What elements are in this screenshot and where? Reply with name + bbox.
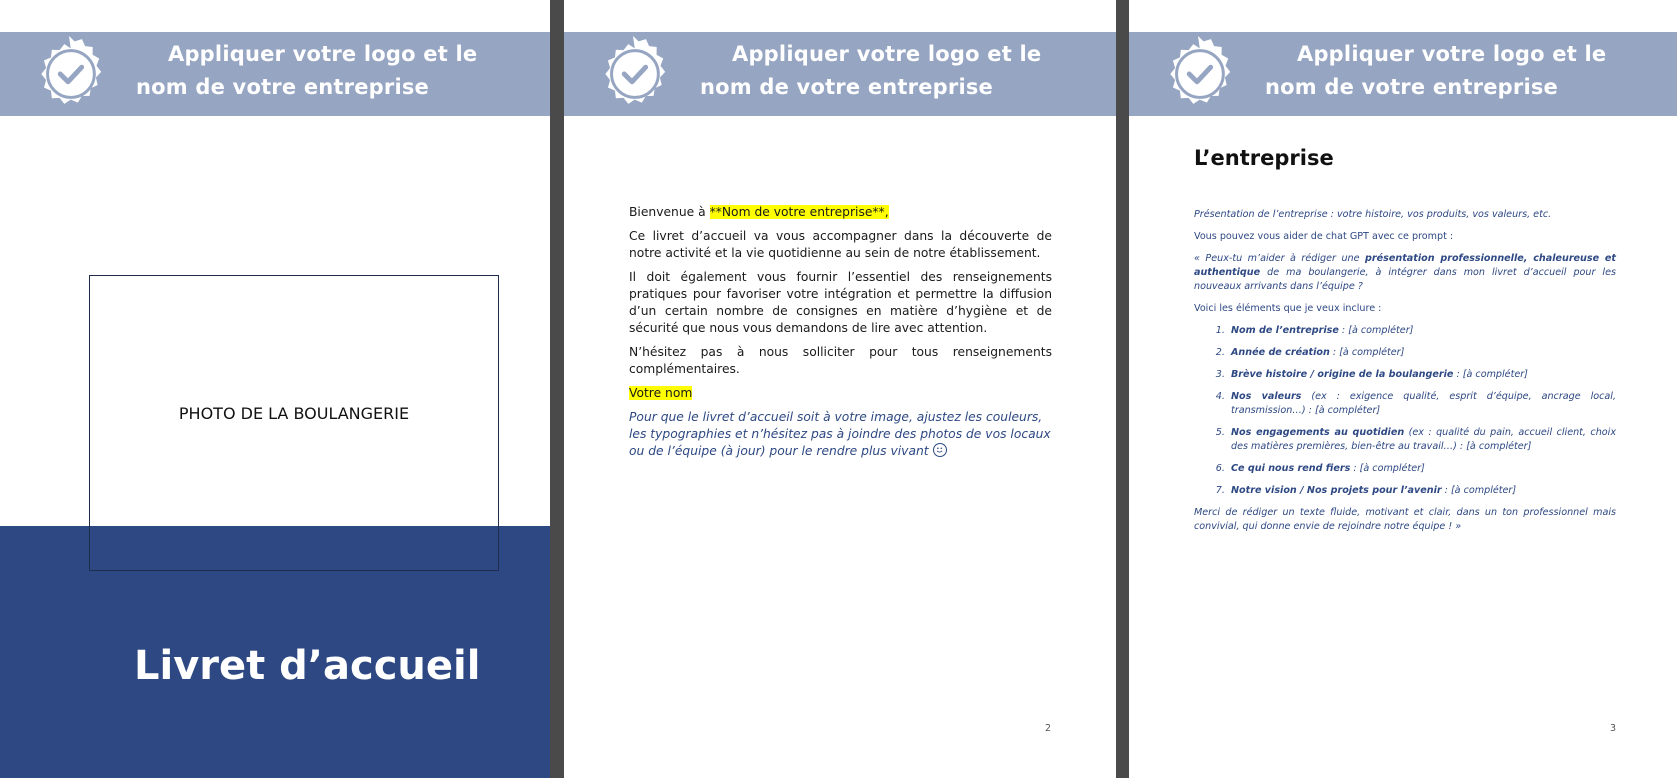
list-item: 3. Brève histoire / origine de la boulangerie : [à compléter] — [1228, 368, 1616, 382]
photo-label: PHOTO DE LA BOULANGERIE — [178, 404, 410, 423]
elements-list — [1194, 324, 1616, 498]
section-heading: L’entreprise — [1194, 146, 1334, 170]
closing-line: Merci de rédiger un texte fluide, motivant et clair, dans un ton professionnel mais convivial, qui donne envie de rejoindre notre équipe ! » — [1194, 507, 1616, 532]
help-line: Vous pouvez vous aider de chat GPT avec ce prompt : — [1194, 231, 1454, 242]
check-seal-icon — [30, 35, 108, 113]
prompt-end: de ma boulangerie, à intégrer dans mon livret d’accueil pour les nouveaux arrivants dans l’équipe ? — [1194, 267, 1616, 292]
welcome-prefix: Bienvenue à — [629, 205, 710, 219]
cover-title: Livret d’accueil — [134, 643, 481, 689]
check-seal-icon — [594, 35, 672, 113]
customization-note — [629, 409, 1052, 460]
welcome-line — [629, 204, 1052, 221]
list-intro: Voici les éléments que je veux inclure : — [1194, 303, 1382, 314]
prompt-bold: présentation professionnelle, chaleureuse et authentique — [1194, 253, 1616, 278]
banner-title: Appliquer votre logo et le nom de votre entreprise — [1265, 42, 1607, 99]
company-name-placeholder: **Nom de votre entreprise**, — [709, 205, 889, 219]
header-banner — [0, 32, 550, 116]
paragraph: Ce livret d’accueil va vous accompagner dans la découverte de notre activité et la vie quotidienne au sein de notre établissement. — [629, 229, 1052, 260]
header-banner — [564, 32, 1116, 116]
banner-title: Appliquer votre logo et le nom de votre entreprise — [700, 42, 1042, 99]
photo-placeholder — [89, 275, 499, 571]
header-banner — [1129, 32, 1677, 116]
signature-line — [629, 385, 1052, 402]
intro-line: Présentation de l’entreprise : votre histoire, vos produits, vos valeurs, etc. — [1194, 209, 1552, 220]
list-item: 1. Nom de l’entreprise : [à compléter] — [1228, 324, 1616, 338]
check-seal-icon — [1159, 35, 1237, 113]
list-item: 7. Notre vision / Nos projets pour l’avenir : [à compléter] — [1228, 484, 1616, 498]
prompt-paragraph — [1194, 252, 1616, 294]
paragraph: N’hésitez pas à nous solliciter pour tous renseignements complémentaires. — [629, 345, 1052, 376]
list-item: 6. Ce qui nous rend fiers : [à compléter] — [1228, 462, 1616, 476]
list-item: 2. Année de création : [à compléter] — [1228, 346, 1616, 360]
signature-placeholder: Votre nom — [629, 386, 693, 400]
smile-icon — [933, 443, 947, 457]
paragraph: Il doit également vous fournir l’essentiel des renseignements pratiques pour favoriser votre intégration et permettre la diffusion d’un certain nombre de consignes en matière d’hygiène et de sécurité que nous vous demandons de lire avec attention. — [629, 270, 1052, 335]
banner-title: Appliquer votre logo et le nom de votre entreprise — [136, 42, 478, 99]
welcome-text — [629, 204, 1052, 467]
company-section-body — [1194, 208, 1616, 542]
page-3-company — [1129, 0, 1677, 778]
page-number: 3 — [1610, 723, 1617, 734]
page-2-welcome — [564, 0, 1116, 778]
list-item: 4. Nos valeurs (ex : exigence qualité, esprit d’équipe, ancrage local, transmission…) : [à compléter] — [1228, 390, 1616, 418]
page-number: 2 — [1045, 723, 1052, 734]
prompt-start: « Peux-tu m’aider à rédiger une — [1194, 253, 1366, 264]
note-text: Pour que le livret d’accueil soit à votre image, ajustez les couleurs, les typographies et n’hésitez pas à joindre des photos de vos locaux ou de l’équipe (à jour) pour le rendre plus vivant — [629, 410, 1051, 458]
list-item: 5. Nos engagements au quotidien (ex : qualité du pain, accueil client, choix des matières premières, bien-être au travail…) : [à compléter] — [1228, 426, 1616, 454]
page-1-cover — [0, 0, 550, 778]
